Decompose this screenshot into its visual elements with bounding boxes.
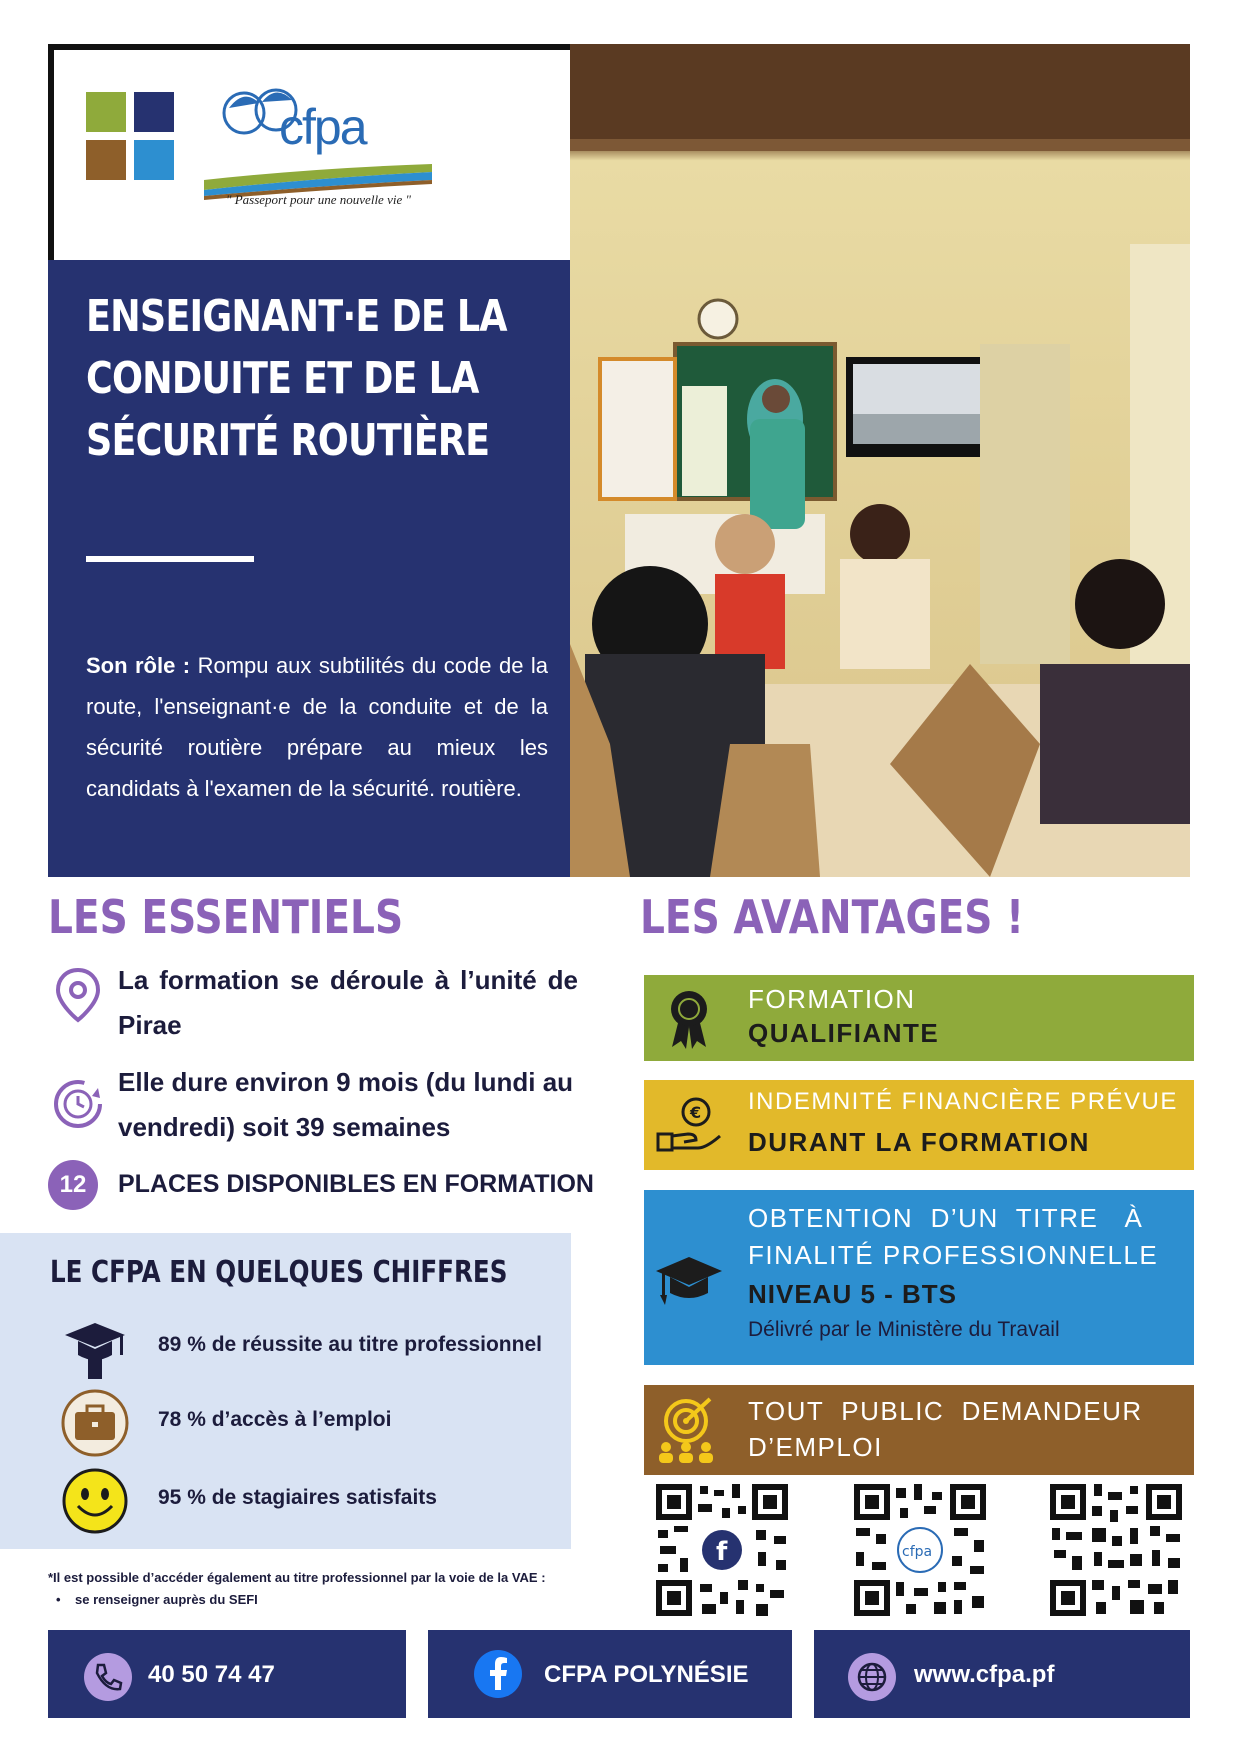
avantage-indemnite-line1: INDEMNITÉ FINANCIÈRE PRÉVUE bbox=[748, 1088, 1178, 1115]
logo-tagline: " Passeport pour une nouvelle vie " bbox=[226, 192, 411, 207]
footer-facebook[interactable] bbox=[428, 1630, 792, 1718]
cfpa-logo-icon: cfpa bbox=[902, 1544, 933, 1560]
vae-note: *Il est possible d’accéder également au titre professionnel par la voie de la VAE : bbox=[48, 1570, 546, 1585]
avantages-heading: LES AVANTAGES ! bbox=[640, 890, 1024, 944]
role-text: Rompu aux subtilités du code de la route, l'enseignant·e de la conduite et de la sécurité routière prépare au mieux les candidats à l'examen de la sécurité. routière. bbox=[86, 653, 548, 801]
avantage-titre-line4: Délivré par le Ministère du Travail bbox=[748, 1318, 1060, 1341]
avantage-indemnite-line2: DURANT LA FORMATION bbox=[748, 1127, 1090, 1157]
logo-square-navy bbox=[134, 92, 174, 132]
classroom-photo bbox=[570, 44, 1190, 877]
classroom-illustration bbox=[570, 44, 1190, 877]
essentiel-places bbox=[48, 1160, 594, 1220]
job-title bbox=[86, 286, 507, 472]
facebook-page-name: CFPA POLYNÉSIE bbox=[544, 1661, 749, 1688]
avantage-public-line1: TOUT PUBLIC DEMANDEUR bbox=[748, 1396, 1143, 1426]
phone-icon bbox=[84, 1653, 132, 1701]
essentiels-heading: LES ESSENTIELS bbox=[48, 890, 404, 944]
job-title-line-2: CONDUITE ET DE LA bbox=[86, 353, 479, 404]
website-url: www.cfpa.pf bbox=[914, 1661, 1055, 1688]
role-label: Son rôle : bbox=[86, 653, 191, 678]
avantage-qualifiante-line2: QUALIFIANTE bbox=[748, 1018, 940, 1048]
job-title-line-1: ENSEIGNANT·E DE LA bbox=[86, 291, 507, 342]
role-description bbox=[86, 645, 548, 809]
job-title-line-3: SÉCURITÉ ROUTIÈRE bbox=[86, 415, 490, 466]
essentiel-location bbox=[48, 958, 578, 1050]
essentiel-location-text: La formation se déroule à l’unité de Pirae bbox=[118, 965, 578, 1040]
essentiel-places-text: PLACES DISPONIBLES EN FORMATION bbox=[118, 1170, 594, 1198]
euro-hand-icon bbox=[654, 1090, 724, 1160]
avantage-public-line2: D’EMPLOI bbox=[748, 1432, 883, 1462]
avantage-titre-line2: FINALITÉ PROFESSIONNELLE bbox=[748, 1240, 1159, 1270]
header-logo-box bbox=[48, 44, 570, 260]
chiffres-heading: LE CFPA EN QUELQUES CHIFFRES bbox=[50, 1255, 508, 1290]
essentiel-duration bbox=[48, 1060, 578, 1152]
avantage-titre bbox=[644, 1190, 1194, 1365]
footer-website[interactable] bbox=[814, 1630, 1190, 1718]
clock-cycle-icon bbox=[48, 1074, 108, 1134]
facebook-icon: f bbox=[716, 1537, 728, 1567]
vae-note-bullet-text: se renseigner auprès du SEFI bbox=[75, 1592, 258, 1607]
smiley-icon bbox=[60, 1466, 130, 1536]
bullet-dot: • bbox=[56, 1592, 75, 1607]
avantage-public bbox=[644, 1385, 1194, 1475]
places-count: 12 bbox=[59, 1171, 87, 1198]
footer-phone[interactable] bbox=[48, 1630, 406, 1718]
facebook-qr-code[interactable] bbox=[652, 1480, 792, 1620]
avantage-titre-line1: OBTENTION D’UN TITRE À bbox=[748, 1203, 1144, 1233]
award-ribbon-icon bbox=[654, 983, 724, 1053]
chiffre-satisfaits-text: 95 % de stagiaires satisfaits bbox=[158, 1486, 437, 1509]
vae-note-bullet bbox=[56, 1592, 258, 1607]
title-divider bbox=[86, 556, 254, 562]
graduation-diploma-icon bbox=[60, 1313, 130, 1383]
avantage-titre-line3: NIVEAU 5 - BTS bbox=[748, 1279, 958, 1309]
svg-text:€: € bbox=[690, 1103, 702, 1122]
cfpa-logo-text: cfpa bbox=[279, 99, 366, 155]
chiffres-panel bbox=[0, 1233, 571, 1549]
logo-square-blue bbox=[134, 140, 174, 180]
chiffre-reussite-text: 89 % de réussite au titre professionnel bbox=[158, 1333, 542, 1356]
location-pin-icon bbox=[48, 964, 108, 1024]
graduation-cap-icon bbox=[654, 1243, 724, 1313]
logo-square-green bbox=[86, 92, 126, 132]
briefcase-icon bbox=[60, 1388, 130, 1458]
hero-panel bbox=[48, 260, 570, 877]
logo-square-brown bbox=[86, 140, 126, 180]
avantage-indemnite bbox=[644, 1080, 1194, 1170]
cfpa-qr-code[interactable] bbox=[850, 1480, 990, 1620]
essentiel-duration-text: Elle dure environ 9 mois (du lundi au vendredi) soit 39 semaines bbox=[118, 1067, 574, 1142]
globe-icon bbox=[848, 1653, 896, 1701]
avantage-qualifiante-line1: FORMATION bbox=[748, 984, 916, 1014]
number-badge-icon bbox=[48, 1160, 98, 1210]
facebook-icon bbox=[474, 1650, 522, 1698]
chiffre-emploi-text: 78 % d’accès à l’emploi bbox=[158, 1408, 392, 1431]
target-people-icon bbox=[654, 1395, 724, 1465]
website-qr-code[interactable] bbox=[1046, 1480, 1186, 1620]
phone-number: 40 50 74 47 bbox=[148, 1661, 275, 1688]
avantage-qualifiante bbox=[644, 975, 1194, 1061]
